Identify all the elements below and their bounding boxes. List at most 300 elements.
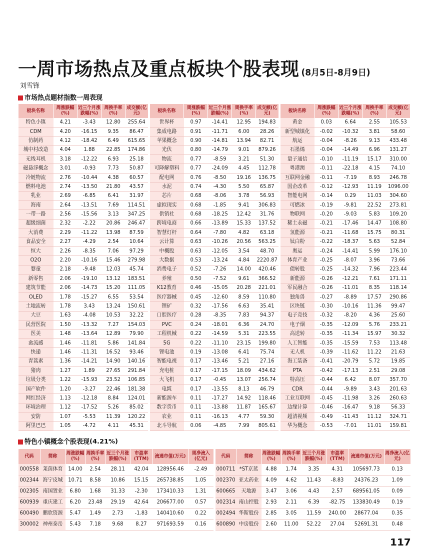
weekly-change: 0.17 bbox=[184, 357, 208, 366]
table-row bbox=[18, 284, 410, 293]
weekly-change: 1.63 bbox=[53, 311, 77, 320]
three-month-change: 3.43 bbox=[77, 302, 101, 311]
weekly-turnover: 15.33 bbox=[232, 219, 256, 228]
weekly-change: 0.17 bbox=[184, 366, 208, 375]
three-month-change: -8.26 bbox=[338, 136, 362, 145]
sector-name: 国企改革 bbox=[279, 182, 314, 191]
trading-amount: 111.05 bbox=[125, 284, 149, 293]
stock-name: 亚太药业 bbox=[236, 475, 261, 486]
weekly-turnover: 22.46 bbox=[101, 385, 125, 394]
table-row bbox=[18, 320, 410, 329]
table-row bbox=[18, 497, 410, 508]
weekly-change: 5.43 bbox=[65, 519, 85, 530]
weekly-change: 0.28 bbox=[184, 311, 208, 320]
three-month-change: -0.45 bbox=[208, 375, 232, 384]
stock-code: 600490 bbox=[18, 508, 40, 519]
weekly-net-inflow: 0.22 bbox=[188, 508, 214, 519]
weekly-change: 1.07 bbox=[53, 412, 77, 421]
three-month-change: -1.85 bbox=[208, 201, 232, 210]
weekly-turnover: 14.90 bbox=[101, 357, 125, 366]
three-month-change: -8.50 bbox=[208, 173, 232, 182]
weekly-turnover: 12.03 bbox=[101, 265, 125, 274]
three-month-change: -12.93 bbox=[338, 182, 362, 191]
sector-name: 一带一路 bbox=[18, 210, 53, 219]
weekly-turnover: 1.74 bbox=[281, 464, 301, 475]
table-row bbox=[18, 339, 410, 348]
three-month-change: -4.72 bbox=[77, 421, 101, 430]
trading-amount: 99.47 bbox=[386, 302, 410, 311]
weekly-turnover: 8.35 bbox=[362, 284, 386, 293]
three-month-change: -22.18 bbox=[338, 164, 362, 173]
trading-amount: 124.01 bbox=[125, 394, 149, 403]
column-header-three-month-change: 近三个月涨跌幅(%) bbox=[339, 105, 362, 116]
weekly-turnover: 17.57 bbox=[362, 293, 386, 302]
sector-name: 新能源车 bbox=[149, 394, 184, 403]
column-header-trading-amount: 成交额(亿元) bbox=[125, 104, 149, 118]
table-row bbox=[18, 329, 410, 338]
weekly-turnover: 13.07 bbox=[232, 375, 256, 384]
trading-amount: 28.26 bbox=[256, 127, 280, 136]
trading-amount: 233.21 bbox=[386, 320, 410, 329]
weekly-change: 1.12 bbox=[53, 403, 77, 412]
weekly-change: 0.68 bbox=[184, 210, 208, 219]
float-market-cap: 28677.04 bbox=[348, 508, 384, 519]
three-month-change: -11.31 bbox=[77, 348, 101, 357]
weekly-turnover: 7.18 bbox=[85, 519, 105, 530]
sector-name: 建筑节能 bbox=[18, 284, 53, 293]
weekly-turnover: 9.35 bbox=[101, 127, 125, 136]
trading-amount: 159.81 bbox=[386, 421, 410, 430]
trading-amount: 94.37 bbox=[256, 311, 280, 320]
pe-ttm: -82.75 bbox=[326, 497, 348, 508]
weekly-change: -0.20 bbox=[314, 210, 338, 219]
weekly-turnover: 12.80 bbox=[101, 118, 125, 127]
weekly-net-inflow: 1.09 bbox=[384, 475, 410, 486]
sector-name: 特色小镇 bbox=[18, 118, 53, 127]
weekly-change: -0.04 bbox=[314, 146, 338, 155]
sector-name: 工程机械 bbox=[149, 329, 184, 338]
weekly-turnover: 13.98 bbox=[101, 228, 125, 237]
weekly-change: 0.22 bbox=[184, 339, 208, 348]
weekly-change: 4.21 bbox=[53, 118, 77, 127]
sector-name: 智慧灯杆 bbox=[149, 228, 184, 237]
weekly-change: -0.02 bbox=[314, 127, 338, 136]
author-name: 刘雪锋 bbox=[20, 82, 40, 90]
trading-amount: 109.20 bbox=[386, 210, 410, 219]
trading-amount: 65.87 bbox=[256, 182, 280, 191]
trading-amount: 32.22 bbox=[125, 311, 149, 320]
weekly-turnover: 14.92 bbox=[232, 394, 256, 403]
pe-ttm: -2.30 bbox=[130, 486, 152, 497]
weekly-turnover: 2.11 bbox=[281, 497, 301, 508]
three-month-change: -11.68 bbox=[338, 228, 362, 237]
stock-name: 重庆建工 bbox=[40, 497, 65, 508]
three-month-change: -10.44 bbox=[77, 173, 101, 182]
trading-amount: 306.83 bbox=[256, 201, 280, 210]
table-row bbox=[18, 238, 410, 247]
stock-code: 600939 bbox=[18, 497, 40, 508]
trading-amount: 246.78 bbox=[386, 173, 410, 182]
three-month-change: -15.93 bbox=[77, 375, 101, 384]
three-month-change: -4.30 bbox=[208, 182, 232, 191]
three-month-change: -14.41 bbox=[338, 247, 362, 256]
weekly-turnover: 9.01 bbox=[232, 146, 256, 155]
three-month-change: -11.71 bbox=[208, 127, 232, 136]
three-month-change: -18.01 bbox=[208, 320, 232, 329]
sector-name: 网红经济 bbox=[18, 394, 53, 403]
float-market-cap: 105697.73 bbox=[348, 464, 384, 475]
weekly-turnover: 7.27 bbox=[101, 320, 125, 329]
trading-amount: 879.26 bbox=[256, 146, 280, 155]
trading-amount: 120.22 bbox=[125, 412, 149, 421]
three-month-change: -14.79 bbox=[208, 146, 232, 155]
weekly-turnover: 3.78 bbox=[232, 192, 256, 201]
table-row bbox=[18, 421, 410, 430]
trading-amount: 82.71 bbox=[256, 136, 280, 145]
weekly-change: 0.11 bbox=[184, 412, 208, 421]
trading-amount: 31.76 bbox=[256, 210, 280, 219]
three-month-change: -0.93 bbox=[77, 164, 101, 173]
weekly-change: 1.20 bbox=[53, 385, 77, 394]
sector-name: 食品安全 bbox=[18, 238, 53, 247]
trading-amount: 52.84 bbox=[386, 238, 410, 247]
weekly-change: 1.50 bbox=[53, 320, 77, 329]
weekly-change: 2.32 bbox=[53, 219, 77, 228]
weekly-change: -0.45 bbox=[314, 394, 338, 403]
weekly-turnover: 7.61 bbox=[362, 274, 386, 283]
three-month-change: -17.46 bbox=[338, 219, 362, 228]
sector-name: 人工智能 bbox=[279, 339, 314, 348]
three-month-change: -8.07 bbox=[338, 256, 362, 265]
sector-name: 航运 bbox=[279, 136, 314, 145]
three-month-change: -13.50 bbox=[77, 182, 101, 191]
sector-name: 锂电池 bbox=[149, 348, 184, 357]
trading-amount: 290.86 bbox=[386, 293, 410, 302]
section-heading-stocks bbox=[18, 438, 118, 446]
weekly-turnover: 8.07 bbox=[362, 375, 386, 384]
weekly-change: 4.04 bbox=[53, 146, 77, 155]
sector-name: 禽流感 bbox=[18, 339, 53, 348]
column-header-weekly-turnover: 周换手率(%) bbox=[101, 104, 125, 118]
weekly-turnover: 23.15 bbox=[232, 339, 256, 348]
sector-name: 可降解塑料 bbox=[149, 164, 184, 173]
three-month-change: 3.35 bbox=[301, 464, 326, 475]
sector-name: 新型城镇化 bbox=[279, 127, 314, 136]
table-row bbox=[18, 201, 410, 210]
trading-amount: 304.60 bbox=[386, 192, 410, 201]
three-month-change: -3.27 bbox=[77, 385, 101, 394]
table-header-row bbox=[18, 104, 410, 118]
sector-name: 仿制药 bbox=[18, 136, 53, 145]
weekly-turnover: 13.12 bbox=[101, 274, 125, 283]
sector-name: 恒大 bbox=[18, 247, 53, 256]
weekly-net-inflow: -2.49 bbox=[188, 464, 214, 475]
weekly-change: 0.17 bbox=[184, 385, 208, 394]
weekly-change: 2.64 bbox=[53, 201, 77, 210]
weekly-turnover: 11.03 bbox=[362, 192, 386, 201]
weekly-turnover: 7.96 bbox=[362, 265, 386, 274]
weekly-turnover: 22.85 bbox=[101, 146, 125, 155]
sector-name: 环境治理 bbox=[18, 403, 53, 412]
sector-name: 青蒿素 bbox=[18, 357, 53, 366]
three-month-change: 1.89 bbox=[77, 366, 101, 375]
stock-code: 600890 bbox=[214, 519, 236, 530]
three-month-change: -12.09 bbox=[338, 320, 362, 329]
weekly-change: 0.11 bbox=[184, 394, 208, 403]
table-row bbox=[18, 475, 410, 486]
pe-ttm: -8.83 bbox=[326, 475, 348, 486]
column-header-sector-name: 板块名称 bbox=[18, 104, 53, 118]
column-header-weekly-net-inflow: 周净流入(亿元) bbox=[384, 449, 410, 464]
weekly-turnover: 4.15 bbox=[362, 164, 386, 173]
three-month-change: -17.13 bbox=[338, 366, 362, 375]
column-header-sector-name: 板块名称 bbox=[279, 104, 314, 118]
three-month-change: -7.80 bbox=[208, 228, 232, 237]
column-header-weekly-change: 周涨跌幅(%) bbox=[53, 104, 77, 118]
trading-amount: 63.18 bbox=[256, 228, 280, 237]
sector-name: 大飞机 bbox=[149, 375, 184, 384]
three-month-change: 28.11 bbox=[105, 464, 130, 475]
sector-name: 安防 bbox=[18, 412, 53, 421]
three-month-change: -8.59 bbox=[208, 155, 232, 164]
weekly-turnover: 13.94 bbox=[232, 136, 256, 145]
sector-name: 电缆 bbox=[149, 385, 184, 394]
three-month-change: -15.56 bbox=[77, 210, 101, 219]
float-market-cap: 24376.23 bbox=[348, 475, 384, 486]
weekly-change: -0.21 bbox=[314, 219, 338, 228]
weekly-change: 0.19 bbox=[184, 348, 208, 357]
trading-amount: 87.59 bbox=[125, 228, 149, 237]
sector-name: 冷链物流 bbox=[18, 173, 53, 182]
weekly-turnover: 6.93 bbox=[101, 155, 125, 164]
column-header-three-month-change: 近三个月涨跌幅(%) bbox=[78, 105, 101, 116]
weekly-change: 2.85 bbox=[261, 508, 281, 519]
trading-amount: 563.25 bbox=[256, 238, 280, 247]
trading-amount: 118.14 bbox=[386, 284, 410, 293]
section-heading-text: 特色小镇概念个股表现(4.21%) bbox=[24, 438, 118, 446]
three-month-change: -13.08 bbox=[208, 348, 232, 357]
trading-amount: 58.60 bbox=[386, 127, 410, 136]
sector-name: 稀土永磁 bbox=[279, 219, 314, 228]
table-row bbox=[18, 486, 410, 497]
weekly-turnover: 1.68 bbox=[85, 486, 105, 497]
table-row bbox=[18, 164, 410, 173]
sector-name: 边缘计算 bbox=[279, 403, 314, 412]
three-month-change: -8.06 bbox=[208, 192, 232, 201]
three-month-change: -15.05 bbox=[208, 284, 232, 293]
trading-amount: 29.08 bbox=[386, 366, 410, 375]
weekly-change: 3.47 bbox=[261, 486, 281, 497]
trading-amount: 420.46 bbox=[256, 265, 280, 274]
trading-amount: 246.47 bbox=[125, 219, 149, 228]
weekly-turnover: 4.11 bbox=[101, 421, 125, 430]
three-month-change: 31.33 bbox=[105, 486, 130, 497]
weekly-change: -0.22 bbox=[314, 238, 338, 247]
sector-name: 燃料电池 bbox=[18, 182, 53, 191]
sector-name: 农业 bbox=[149, 412, 184, 421]
sector-name: 中概股 bbox=[149, 247, 184, 256]
weekly-change: -0.11 bbox=[314, 164, 338, 173]
sector-name: 北斗导航 bbox=[149, 421, 184, 430]
weekly-change: 2.06 bbox=[53, 274, 77, 283]
weekly-change: -0.30 bbox=[314, 302, 338, 311]
weekly-change: 0.64 bbox=[184, 228, 208, 237]
weekly-turnover: 21.80 bbox=[101, 182, 125, 191]
trading-amount: 347.25 bbox=[125, 210, 149, 219]
three-month-change: -8.89 bbox=[338, 293, 362, 302]
sector-name: 互联网金融 bbox=[279, 173, 314, 182]
three-month-change: -8.20 bbox=[338, 311, 362, 320]
float-market-cap: 689561.05 bbox=[348, 486, 384, 497]
table-header-row bbox=[18, 449, 410, 464]
title-block bbox=[18, 58, 370, 81]
table-row bbox=[18, 118, 410, 127]
sector-name: 配电网 bbox=[149, 173, 184, 182]
weekly-net-inflow: 0.35 bbox=[384, 508, 410, 519]
three-month-change: -9.89 bbox=[338, 385, 362, 394]
table-row bbox=[18, 155, 410, 164]
weekly-change: 5.47 bbox=[65, 508, 85, 519]
sector-name: 虚拟现实 bbox=[149, 201, 184, 210]
sector-name: 物联网 bbox=[279, 210, 314, 219]
trading-amount: 85.02 bbox=[125, 403, 149, 412]
red-square-icon bbox=[18, 440, 23, 445]
weekly-turnover: 15.97 bbox=[362, 329, 386, 338]
weekly-turnover: 2.55 bbox=[362, 118, 386, 127]
stock-code: 600665 bbox=[214, 486, 236, 497]
three-month-change: -14.41 bbox=[208, 118, 232, 127]
column-header-stock-name: 简称 bbox=[236, 449, 261, 464]
table-row bbox=[18, 274, 410, 283]
three-month-change: -13.55 bbox=[208, 385, 232, 394]
trading-amount: 114.51 bbox=[125, 201, 149, 210]
trading-amount: 25.18 bbox=[125, 155, 149, 164]
weekly-turnover: 5.50 bbox=[232, 182, 256, 191]
sector-name: 跨境电商 bbox=[149, 219, 184, 228]
sector-name: 口腔医疗 bbox=[149, 311, 184, 320]
sector-name: 华为概念 bbox=[279, 421, 314, 430]
three-month-change: -11.43 bbox=[338, 412, 362, 421]
weekly-net-inflow: 0.57 bbox=[188, 497, 214, 508]
weekly-change: -0.26 bbox=[314, 274, 338, 283]
trading-amount: 805.61 bbox=[256, 421, 280, 430]
sector-name: 芯片 bbox=[149, 192, 184, 201]
weekly-turnover: 20.56 bbox=[232, 238, 256, 247]
sector-name: 军民融合 bbox=[279, 284, 314, 293]
weekly-change: 0.77 bbox=[184, 155, 208, 164]
stock-name: 海宁皮城 bbox=[40, 475, 65, 486]
sector-name: 养殖 bbox=[149, 274, 184, 283]
trading-amount: 131.27 bbox=[386, 146, 410, 155]
trading-amount: 221.01 bbox=[256, 284, 280, 293]
sector-name: 海工装备 bbox=[279, 357, 314, 366]
trading-amount: 106.85 bbox=[125, 375, 149, 384]
weekly-change: -0.49 bbox=[314, 412, 338, 421]
three-month-change: 4.43 bbox=[301, 486, 326, 497]
column-header-weekly-change: 周涨跌幅(%) bbox=[261, 449, 281, 464]
three-month-change: -16.13 bbox=[208, 412, 232, 421]
sector-name: 消费电子 bbox=[149, 265, 184, 274]
weekly-turnover: 3.06 bbox=[281, 486, 301, 497]
three-month-change: 11.43 bbox=[301, 475, 326, 486]
weekly-change: 6.80 bbox=[65, 486, 85, 497]
three-month-change: -2.22 bbox=[77, 219, 101, 228]
sector-name: 土地流转 bbox=[18, 302, 53, 311]
three-month-change: 52.22 bbox=[301, 519, 326, 530]
three-month-change: 6.42 bbox=[338, 375, 362, 384]
weekly-change: 0.52 bbox=[184, 265, 208, 274]
trading-amount: 324.71 bbox=[386, 412, 410, 421]
trading-amount: 199.80 bbox=[256, 339, 280, 348]
sector-name: 超级细菌 bbox=[18, 219, 53, 228]
weekly-turnover: 4.77 bbox=[232, 412, 256, 421]
float-market-cap: 206677.00 bbox=[152, 497, 188, 508]
weekly-turnover: 5.72 bbox=[362, 357, 386, 366]
trading-amount: 615.65 bbox=[125, 136, 149, 145]
weekly-change: 0.24 bbox=[184, 320, 208, 329]
trading-amount: 80.31 bbox=[386, 228, 410, 237]
three-month-change: -3.43 bbox=[77, 118, 101, 127]
three-month-change: -10.16 bbox=[77, 256, 101, 265]
pe-ttm: 15.15 bbox=[130, 475, 152, 486]
weekly-change: 6.20 bbox=[65, 497, 85, 508]
weekly-change: 0.68 bbox=[184, 192, 208, 201]
trading-amount: 1096.00 bbox=[386, 182, 410, 191]
three-month-change: -20.79 bbox=[338, 357, 362, 366]
weekly-change: -0.53 bbox=[314, 421, 338, 430]
weekly-turnover: 9.13 bbox=[362, 136, 386, 145]
trading-amount: 56.33 bbox=[386, 403, 410, 412]
three-month-change: -18.37 bbox=[338, 238, 362, 247]
three-month-change: -13.64 bbox=[77, 329, 101, 338]
column-header-pe-ttm: 市盈率(TTM) bbox=[130, 449, 152, 464]
three-month-change: 29.19 bbox=[105, 497, 130, 508]
weekly-change: 14.00 bbox=[65, 464, 85, 475]
sector-name: 医美 bbox=[18, 329, 53, 338]
three-month-change: -17.56 bbox=[208, 302, 232, 311]
three-month-change: -16.15 bbox=[77, 127, 101, 136]
weekly-change: 1.13 bbox=[53, 394, 77, 403]
weekly-change: 10.71 bbox=[65, 475, 85, 486]
weekly-turnover: 10.53 bbox=[101, 311, 125, 320]
sector-name: 猪肉 bbox=[18, 366, 53, 375]
three-month-change: 2.73 bbox=[105, 508, 130, 519]
three-month-change: -4.85 bbox=[208, 421, 232, 430]
trading-amount: 310.00 bbox=[386, 155, 410, 164]
three-month-change: -9.03 bbox=[338, 210, 362, 219]
stock-code: 300002 bbox=[18, 519, 40, 530]
three-month-change: -16.47 bbox=[338, 403, 362, 412]
trading-amount: 51.30 bbox=[256, 155, 280, 164]
table-row bbox=[18, 219, 410, 228]
sector-name: 物流 bbox=[149, 155, 184, 164]
weekly-turnover: 3.13 bbox=[101, 210, 125, 219]
weekly-change: 1.22 bbox=[53, 375, 77, 384]
sector-name: 供销社 bbox=[149, 210, 184, 219]
weekly-change: 0.06 bbox=[184, 421, 208, 430]
weekly-change: 0.77 bbox=[184, 164, 208, 173]
weekly-change: 3.18 bbox=[53, 155, 77, 164]
weekly-turnover: 4.45 bbox=[232, 164, 256, 173]
trading-amount: 181.38 bbox=[125, 385, 149, 394]
weekly-turnover: 4.36 bbox=[362, 311, 386, 320]
three-month-change: -5.53 bbox=[77, 412, 101, 421]
sector-name: O2O bbox=[18, 256, 53, 265]
trading-amount: 53.54 bbox=[125, 293, 149, 302]
sector-name: 智能电视 bbox=[149, 357, 184, 366]
weekly-net-inflow: 1.31 bbox=[188, 486, 214, 497]
sector-name: 量子通信 bbox=[279, 155, 314, 164]
